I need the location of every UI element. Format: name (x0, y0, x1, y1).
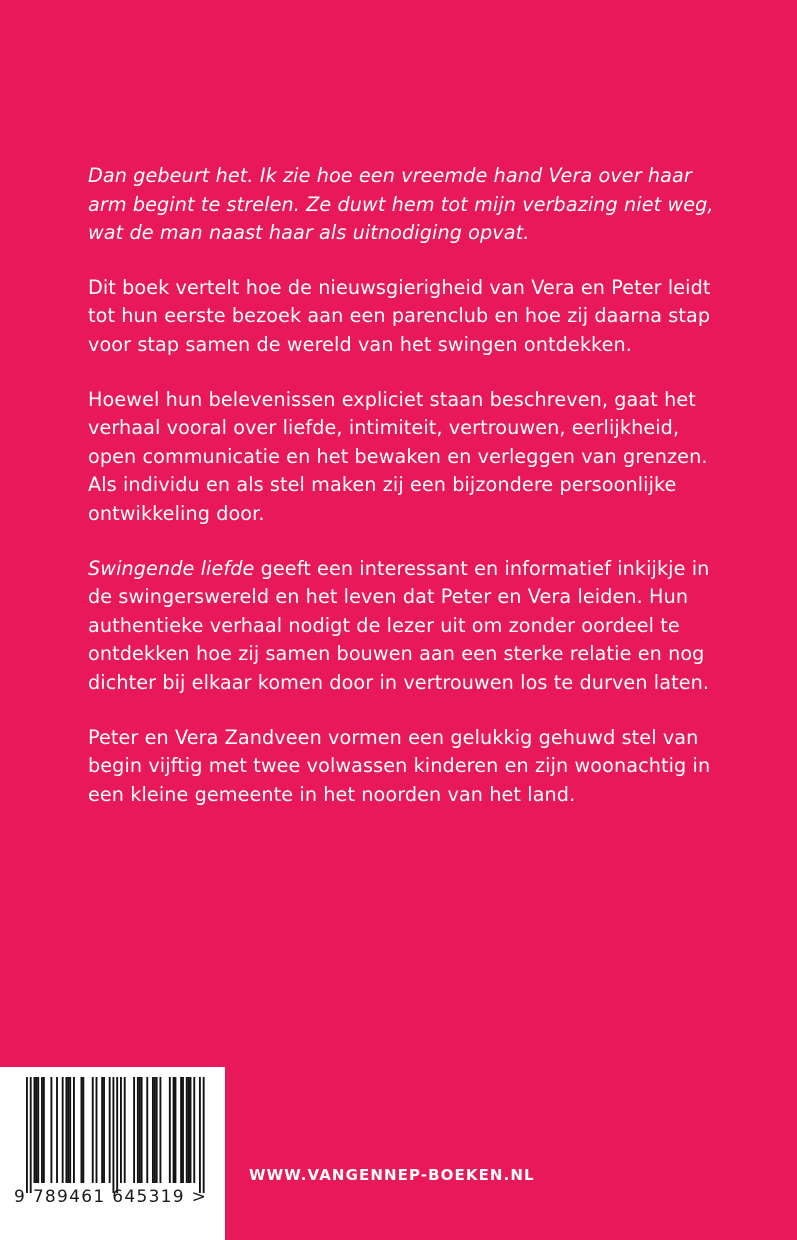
barcode-bar (101, 1077, 103, 1183)
barcode-bar (141, 1077, 143, 1183)
barcode-bar (173, 1077, 175, 1183)
barcode-bar (67, 1077, 69, 1183)
barcode-guard-bar (199, 1077, 201, 1193)
barcode-bar (81, 1077, 83, 1183)
barcode-bar (34, 1077, 36, 1183)
barcode-bar (69, 1077, 71, 1183)
barcode-bar (65, 1077, 67, 1183)
blurb-paragraph-2: Hoewel hun belevenissen expliciet staan beschreven, gaat het verhaal vooral over liefde, intimiteit, vertrouwen, eerlijkheid, open communicatie en het bewaken en verleggen van grenzen. Als individu en als stel maken zij een bijzondere persoonlijke ontwikkeling door. (88, 387, 708, 525)
barcode-guard-bar (112, 1077, 114, 1193)
blurb-paragraph-3 (88, 555, 728, 698)
barcode-bar (120, 1077, 122, 1183)
barcode-bar (41, 1077, 43, 1183)
barcode-bar (159, 1077, 161, 1183)
barcode-bar (154, 1077, 156, 1183)
barcode-guard-bar (203, 1077, 205, 1193)
barcode-bars (0, 1067, 225, 1240)
barcode-bar (133, 1077, 135, 1183)
barcode-bar (186, 1077, 188, 1183)
barcode-bar (152, 1077, 154, 1183)
barcode-bar (62, 1077, 64, 1183)
barcode-bar (169, 1077, 171, 1183)
barcode-bar (92, 1077, 94, 1183)
barcode-bar (190, 1077, 192, 1183)
isbn-number: 9 789461 645319 > (14, 1187, 208, 1207)
blurb-paragraph-3-text: geeft een interessant en informatief inkijkje in de swingerswereld en het leven dat Peter en Vera leiden. Hun authentieke verhaal nodigt de lezer uit om zonder oordeel te ontdekken hoe zij samen bouwen aan een sterke relatie en nog dichter bij elkaar komen door in vertrouwen los te durven laten. (88, 556, 710, 694)
barcode-bar (124, 1077, 126, 1183)
back-cover-blurb (88, 162, 728, 835)
barcode-bar (73, 1077, 75, 1183)
teaser-excerpt: Dan gebeurt het. Ik zie hoe een vreemde hand Vera over haar arm begint te strelen. Ze duwt hem tot mijn verbazing niet weg, wat de man naast haar als uitnodiging opvat. (88, 164, 714, 245)
barcode-bar (103, 1077, 105, 1183)
barcode-bar (146, 1077, 148, 1183)
book-title-inline: Swingende liefde (88, 556, 255, 580)
author-bio: Peter en Vera Zandveen vormen een gelukkig gehuwd stel van begin vijftig met twee volwassen kinderen en zijn woonachtig in een kleine gemeente in het noorden van het land. (88, 725, 711, 806)
barcode-bar (188, 1077, 190, 1183)
barcode-bar (82, 1077, 84, 1183)
barcode-bar (139, 1077, 141, 1183)
blurb-paragraph-1: Dit boek vertelt hoe de nieuwsgierigheid van Vera en Peter leidt tot hun eerste bezoek aan een parenclub en hoe zij daarna stap voor stap samen de wereld van het swingen ontdekken. (88, 275, 711, 356)
barcode-guard-bar (30, 1077, 32, 1193)
barcode-guard-bar (26, 1077, 28, 1193)
barcode-bar (109, 1077, 111, 1183)
barcode-bar (175, 1077, 177, 1183)
barcode-bar (180, 1077, 182, 1183)
barcode-bar (137, 1077, 139, 1183)
isbn-barcode (0, 1067, 225, 1240)
barcode-guard-bar (116, 1077, 118, 1193)
barcode-bar (37, 1077, 39, 1183)
barcode-bar (96, 1077, 98, 1183)
barcode-bar (35, 1077, 37, 1183)
barcode-bar (50, 1077, 52, 1183)
barcode-bar (182, 1077, 184, 1183)
barcode-bar (156, 1077, 158, 1183)
barcode-bar (56, 1077, 58, 1183)
publisher-url: WWW.VANGENNEP-BOEKEN.NL (249, 1166, 535, 1184)
barcode-bar (193, 1077, 195, 1183)
barcode-bar (43, 1077, 45, 1183)
